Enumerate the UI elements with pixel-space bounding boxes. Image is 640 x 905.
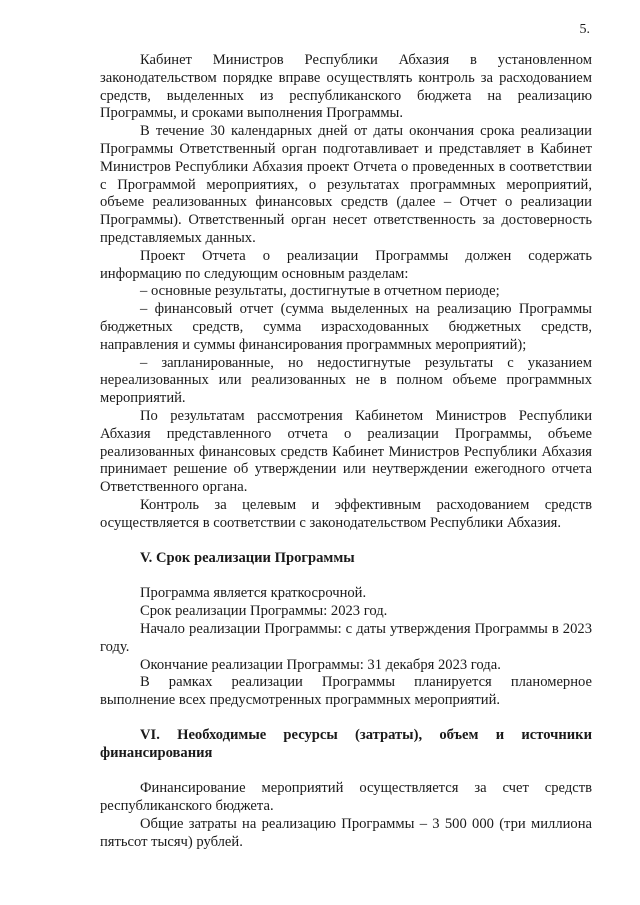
paragraph: Проект Отчета о реализации Программы должен содержать информацию по следующим основным разделам: xyxy=(100,247,592,282)
document-body xyxy=(100,52,592,852)
paragraph: По результатам рассмотрения Кабинетом Министров Республики Абхазия представленного отчета о реализации Программы, объеме реализованных финансовых средств Кабинет Министров Республики Абхазия принимает решение об утверждении или неутверждении ежегодного отчета Ответственного органа. xyxy=(100,407,592,496)
paragraph: Общие затраты на реализацию Программы – 3 500 000 (три миллиона пятьсот тысяч) рублей. xyxy=(100,816,592,850)
paragraph: В рамках реализации Программы планируется планомерное выполнение всех предусмотренных программных мероприятий. xyxy=(100,674,592,709)
paragraph: Финансирование мероприятий осуществляется за счет средств республиканского бюджета. xyxy=(100,780,592,815)
paragraph: В течение 30 календарных дней от даты окончания срока реализации Программы Ответственный орган подготавливает и представляет в Кабинет Министров Республики Абхазия проект Отчета о проведенных в соответствии с Программой мероприятиях, о результатах программных мероприятий, объеме реализованных финансовых средств (далее – Отчет о реализации Программы). Ответственный орган несет ответственность за достоверность представляемых данных. xyxy=(100,123,592,246)
paragraph: Кабинет Министров Республики Абхазия в установленном законодательством порядке вправе осуществлять контроль за расходованием средств, выделенных из республиканского бюджета на реализацию Программы, и сроками выполнения Программы. xyxy=(100,52,592,122)
section-heading-v: V. Срок реализации Программы xyxy=(140,549,355,566)
list-item: – финансовый отчет (сумма выделенных на реализацию Программы бюджетных средств, сумма израсходованных бюджетных средств, направления и суммы финансирования программных мероприятий); xyxy=(100,301,592,353)
paragraph: Срок реализации Программы: 2023 год. xyxy=(140,603,388,620)
paragraph: Окончание реализации Программы: 31 декабря 2023 года. xyxy=(140,656,501,673)
paragraph: Начало реализации Программы: с даты утверждения Программы в 2023 году. xyxy=(100,620,592,655)
paragraph: Программа является краткосрочной. xyxy=(140,585,367,602)
list-item: – основные результаты, достигнутые в отчетном периоде; xyxy=(140,283,500,300)
paragraph: Контроль за целевым и эффективным расходованием средств осуществляется в соответствии с законодательством Республики Абхазия. xyxy=(100,496,592,531)
section-heading-vi: VI. Необходимые ресурсы (затраты), объем и источники финансирования xyxy=(100,726,592,761)
page-number: 5. xyxy=(579,22,590,37)
list-item: – запланированные, но недостигнутые результаты с указанием нереализованных или реализованных не в полном объеме программных мероприятий. xyxy=(100,354,592,407)
